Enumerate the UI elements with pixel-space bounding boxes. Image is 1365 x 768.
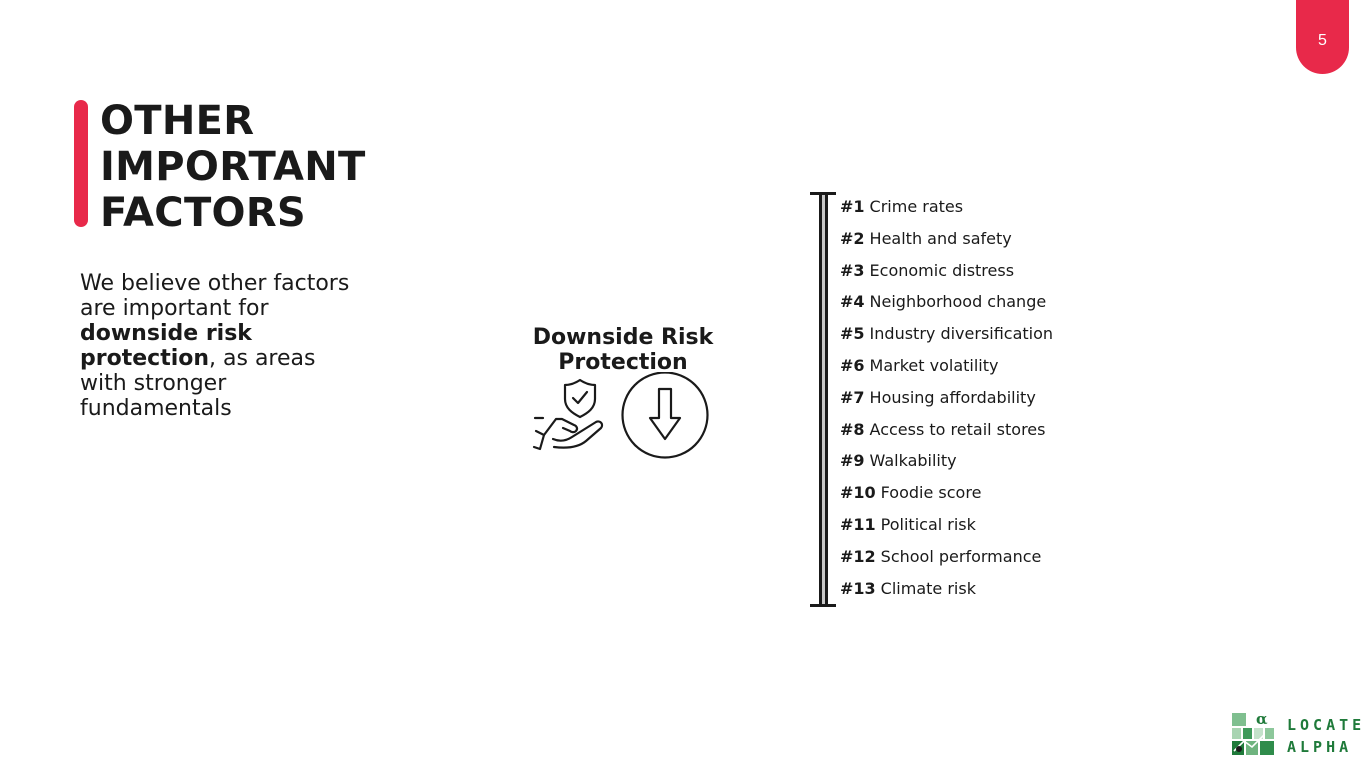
factor-rank: #4 (840, 292, 865, 312)
factor-rank: #5 (840, 324, 865, 344)
factor-rank: #13 (840, 578, 876, 598)
factor-item (840, 576, 1053, 608)
bracket-stem (819, 192, 828, 607)
factor-item (840, 258, 1053, 290)
factor-label: Walkability (869, 451, 957, 471)
factor-rank: #7 (840, 387, 865, 407)
factor-label: Housing affordability (869, 387, 1036, 407)
factor-item (840, 226, 1053, 258)
logo-mark-icon (1230, 711, 1276, 757)
logo-line-2: ALPHA (1287, 738, 1353, 756)
title-accent-bar (74, 100, 88, 227)
factor-label: Industry diversification (869, 324, 1054, 344)
locate-alpha-logo (1230, 711, 1365, 759)
factor-rank: #8 (840, 419, 865, 439)
hand-shield-check-icon (530, 375, 610, 455)
intro-emphasis: downside risk protection (80, 321, 252, 371)
factor-rank: #6 (840, 355, 865, 375)
factor-item (840, 194, 1053, 226)
factor-list-bracket (810, 192, 836, 607)
factor-item (840, 480, 1053, 512)
factor-item (840, 385, 1053, 417)
factor-item (840, 448, 1053, 480)
factor-list (840, 194, 1053, 607)
bracket-bottom-cap (810, 604, 836, 607)
factor-rank: #12 (840, 546, 876, 566)
factor-item (840, 544, 1053, 576)
page-number-badge (1296, 0, 1349, 74)
factor-label: Economic distress (869, 260, 1015, 280)
title-line-2: IMPORTANT (100, 144, 366, 190)
bracket-top-cap (810, 192, 836, 195)
factor-label: Climate risk (880, 578, 976, 598)
logo-wordmark (1287, 714, 1365, 758)
intro-paragraph (80, 271, 350, 421)
factor-item (840, 353, 1053, 385)
factor-rank: #11 (840, 514, 876, 534)
factor-rank: #1 (840, 197, 865, 216)
down-arrow-circle-icon (620, 372, 710, 462)
factor-item (840, 512, 1053, 544)
title-line-3: FACTORS (100, 190, 307, 236)
factor-label: Access to retail stores (869, 419, 1046, 439)
factor-item (840, 417, 1053, 449)
intro-suffix: , as areas with stronger fundamentals (80, 346, 316, 421)
factor-item (840, 321, 1053, 353)
factor-rank: #2 (840, 228, 865, 248)
factor-label: Political risk (880, 514, 976, 534)
factor-rank: #10 (840, 483, 876, 503)
factor-label: Health and safety (869, 228, 1012, 248)
factor-label: School performance (880, 546, 1042, 566)
section-title: Downside Risk Protection (532, 325, 714, 375)
slide-title (100, 98, 366, 236)
page-number: 5 (1318, 32, 1327, 49)
intro-prefix: We believe other factors are important for (80, 271, 350, 321)
factor-rank: #9 (840, 451, 865, 471)
logo-line-1: LOCATE (1287, 716, 1365, 734)
factor-label: Neighborhood change (869, 292, 1047, 312)
title-line-1: OTHER (100, 98, 255, 144)
factor-rank: #3 (840, 260, 865, 280)
factor-label: Market volatility (869, 355, 999, 375)
logo-alpha-symbol: α (1256, 711, 1268, 728)
factor-item (840, 289, 1053, 321)
factor-label: Crime rates (869, 197, 964, 216)
factor-label: Foodie score (880, 483, 982, 503)
